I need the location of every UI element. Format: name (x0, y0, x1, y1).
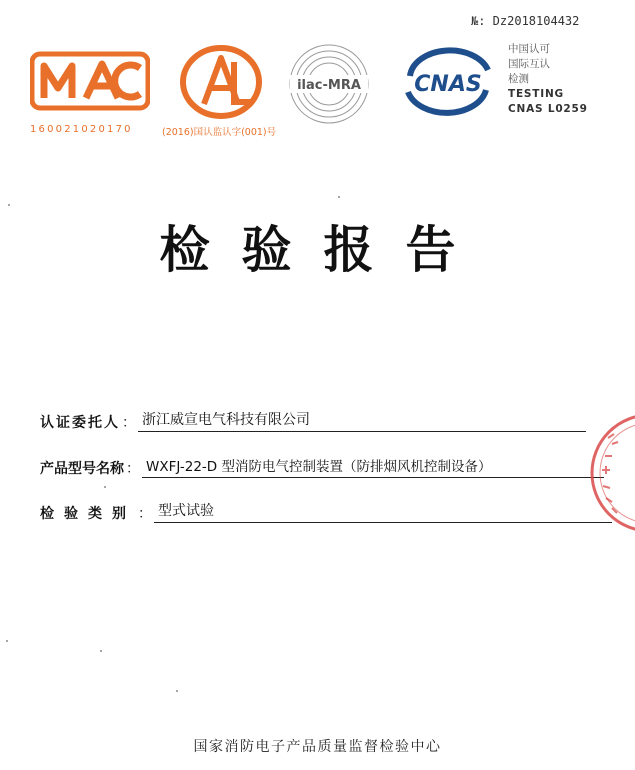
field-value: WXFJ-22-D 型消防电气控制装置（防排烟风机控制设备） (142, 455, 604, 478)
cnas-line: CNAS L0259 (508, 103, 588, 115)
cal-number: (2016)国认监认字(001)号 (162, 127, 277, 138)
cma-logo (30, 48, 150, 114)
field-value: 浙江威宣电气科技有限公司 (138, 409, 586, 432)
ilac-mra-logo (288, 43, 370, 125)
cal-logo (180, 44, 262, 120)
field-product (40, 455, 604, 478)
field-value: 型式试验 (154, 500, 612, 523)
field-inspection-type (40, 500, 612, 523)
field-colon: ： (126, 461, 140, 477)
scan-speck (100, 650, 102, 652)
cma-number: 160021020170 (30, 124, 133, 135)
scan-speck (6, 640, 8, 642)
cnas-line: 中国认可 (508, 43, 550, 55)
scan-speck (104, 486, 106, 488)
report-number: №: Dz2018104432 (471, 14, 580, 28)
field-label: 认证委托人 (40, 415, 120, 431)
cnas-accreditation-text (508, 42, 628, 117)
field-colon: ： (122, 415, 136, 431)
field-colon: ： (138, 506, 152, 522)
scan-speck (8, 204, 10, 206)
cnas-logo (398, 46, 498, 118)
issuing-organization: 国家消防电子产品质量监督检验中心 (193, 739, 442, 755)
cnas-line: TESTING (508, 88, 564, 100)
field-label: 检验类别 (40, 506, 136, 522)
field-label: 产品型号名称 (40, 461, 124, 477)
scan-speck (338, 196, 340, 198)
official-seal-partial (572, 408, 635, 538)
field-client (40, 409, 586, 432)
scan-speck (176, 690, 178, 692)
report-title: 检验报告 (159, 220, 488, 279)
svg-text:CNAS: CNAS (414, 72, 482, 97)
svg-text:ilac-MRA: ilac-MRA (297, 78, 361, 93)
cnas-line: 国际互认 (508, 58, 550, 70)
cnas-line: 检测 (508, 73, 529, 85)
